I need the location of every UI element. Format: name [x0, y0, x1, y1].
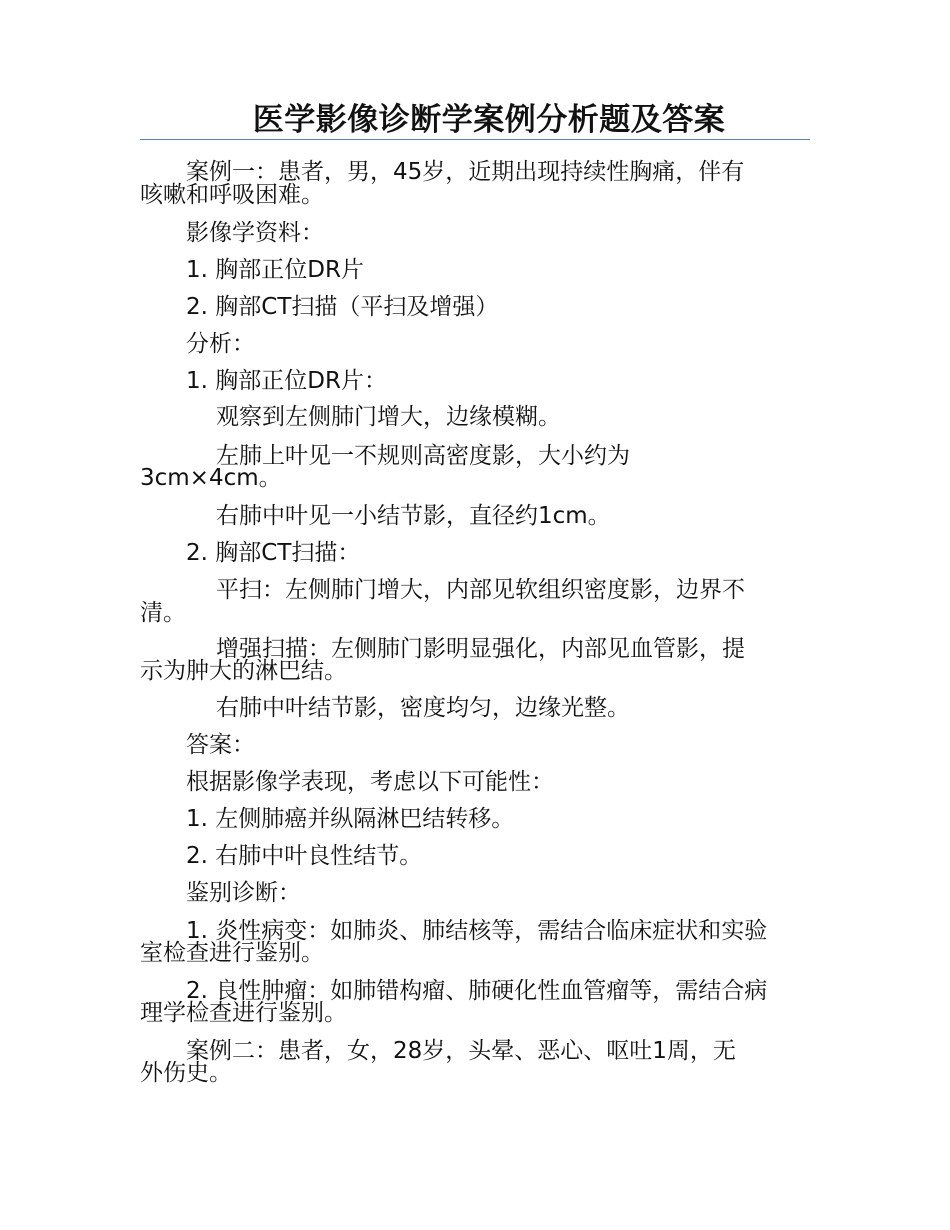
differential-item-2: 2. 良性肿瘤：如肺错构瘤、肺硬化性血管瘤等，需结合病 — [186, 978, 768, 1004]
differential-item-1-continued: 室检查进行鉴别。 — [140, 940, 324, 966]
analysis-ct-heading: 2. 胸部CT扫描： — [186, 540, 361, 566]
case2-intro-continued: 外伤史。 — [140, 1060, 232, 1086]
analysis-dr-heading: 1. 胸部正位DR片： — [186, 368, 387, 394]
differential-item-2-continued: 理学检查进行鉴别。 — [140, 1000, 347, 1026]
ct-enhanced-scan-continued: 示为肿大的淋巴结。 — [140, 658, 347, 684]
ct-enhanced-scan: 增强扫描：左侧肺门影明显强化，内部见血管影，提 — [216, 636, 745, 662]
ct-right-middle-nodule: 右肺中叶结节影，密度均匀，边缘光整。 — [216, 695, 630, 721]
material-item-ct: 2. 胸部CT扫描（平扫及增强） — [186, 294, 499, 320]
differential-item-1: 1. 炎性病变：如肺炎、肺结核等，需结合临床症状和实验 — [186, 918, 768, 944]
case2-intro-line: 案例二：患者，女，28岁，头晕、恶心、呕吐1周，无 — [186, 1038, 736, 1064]
differential-heading: 鉴别诊断： — [186, 880, 301, 906]
ct-plain-scan-continued: 清。 — [140, 600, 186, 626]
answer-intro: 根据影像学表现，考虑以下可能性： — [186, 769, 554, 795]
case1-intro-line: 案例一：患者，男，45岁，近期出现持续性胸痛，伴有 — [186, 159, 745, 185]
dr-finding-hilum: 观察到左侧肺门增大，边缘模糊。 — [216, 404, 561, 430]
title-underline — [140, 139, 810, 140]
answer-heading: 答案： — [186, 732, 255, 758]
dr-finding-size: 3cm×4cm。 — [140, 465, 282, 491]
material-item-dr: 1. 胸部正位DR片 — [186, 257, 364, 283]
dr-finding-left-upper-lobe: 左肺上叶见一不规则高密度影，大小约为 — [216, 443, 630, 469]
dr-finding-right-middle-lobe: 右肺中叶见一小结节影，直径约1cm。 — [216, 503, 611, 529]
case1-intro-continued: 咳嗽和呼吸困难。 — [140, 182, 324, 208]
ct-plain-scan: 平扫：左侧肺门增大，内部见软组织密度影，边界不 — [216, 577, 745, 603]
answer-item-1: 1. 左侧肺癌并纵隔淋巴结转移。 — [186, 806, 515, 832]
document-title: 医学影像诊断学案例分析题及答案 — [252, 102, 726, 138]
analysis-heading: 分析： — [186, 331, 255, 357]
answer-item-2: 2. 右肺中叶良性结节。 — [186, 843, 423, 869]
imaging-materials-heading: 影像学资料： — [186, 220, 324, 246]
